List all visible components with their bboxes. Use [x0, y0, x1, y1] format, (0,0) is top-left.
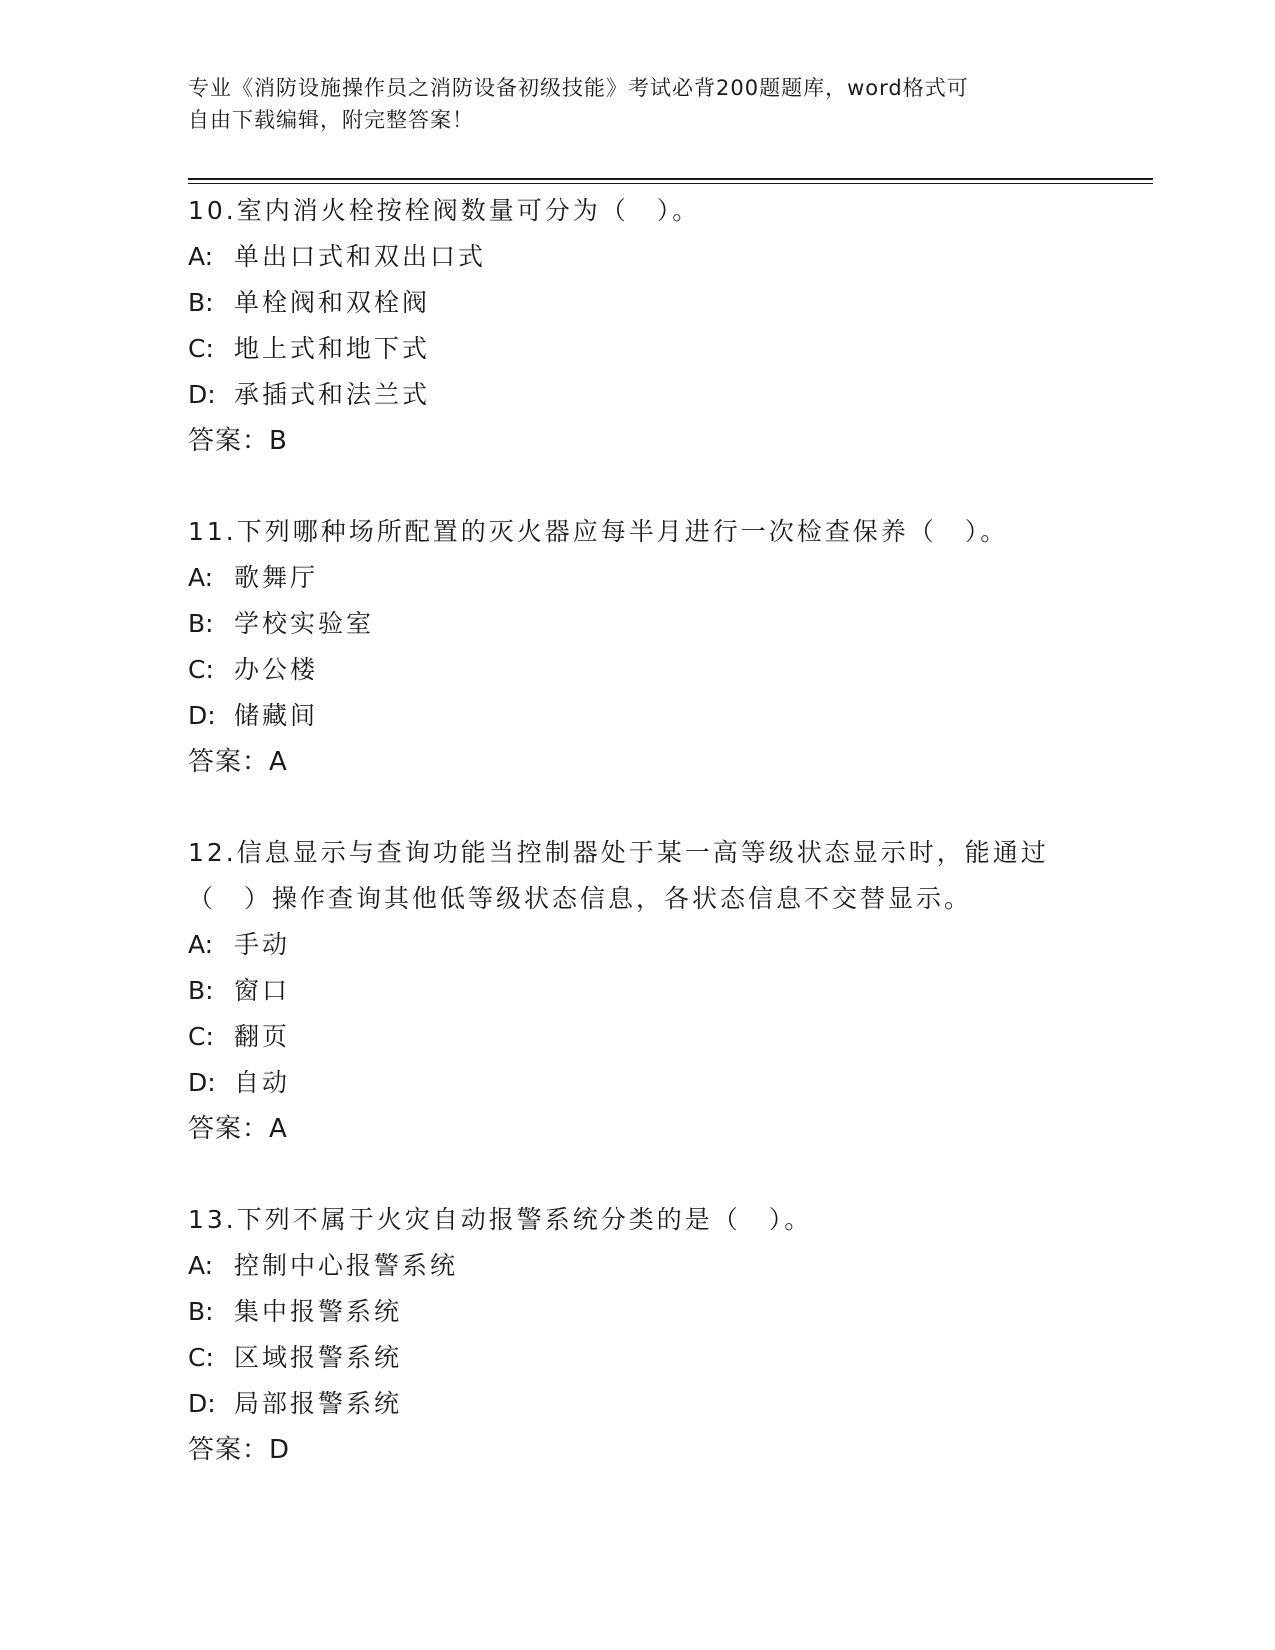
option-text: 单栓阀和双栓阀: [234, 288, 431, 317]
option-text: 承插式和法兰式: [234, 380, 431, 409]
header-divider-thin: [188, 183, 1153, 184]
option-a: [188, 1243, 1088, 1289]
question-11: [188, 509, 1088, 785]
option-d: [188, 372, 1088, 418]
option-c: [188, 1335, 1088, 1381]
answer-line: 答案：A: [188, 1114, 288, 1144]
question-gap: [188, 1152, 1088, 1197]
question-list: [188, 188, 1088, 1473]
option-text: 局部报警系统: [234, 1389, 403, 1418]
option-letter: D:: [188, 701, 216, 730]
question-title: 10.室内消火栓按栓阀数量可分为（ ）。: [188, 196, 701, 225]
question-13: [188, 1197, 1088, 1473]
header-line-2: 自由下载编辑，附完整答案！: [188, 108, 474, 132]
option-b: [188, 601, 1088, 647]
option-text: 区域报警系统: [234, 1343, 403, 1372]
option-b: [188, 968, 1088, 1014]
question-gap: [188, 785, 1088, 830]
option-text: 翻页: [234, 1022, 291, 1051]
question-title-line-1: 12.信息显示与查询功能当控制器处于某一高等级状态显示时，能通过: [188, 838, 1049, 867]
option-c: [188, 1014, 1088, 1060]
option-text: 窗口: [234, 976, 291, 1005]
option-a: [188, 555, 1088, 601]
header-line-1: 专业《消防设施操作员之消防设备初级技能》考试必背200题题库，word格式可: [188, 76, 969, 100]
option-text: 学校实验室: [234, 609, 375, 638]
option-letter: B:: [188, 609, 214, 638]
option-letter: A:: [188, 242, 214, 271]
option-letter: C:: [188, 655, 214, 684]
option-d: [188, 1381, 1088, 1427]
answer-line: 答案：A: [188, 747, 288, 777]
option-d: [188, 1060, 1088, 1106]
option-letter: B:: [188, 976, 214, 1005]
option-text: 手动: [234, 930, 291, 959]
option-letter: C:: [188, 1022, 214, 1051]
question-title-line-2: （ ）操作查询其他低等级状态信息，各状态信息不交替显示。: [188, 884, 973, 913]
document-header: [188, 72, 1088, 136]
question-gap: [188, 464, 1088, 509]
question-12: [188, 830, 1088, 1152]
option-letter: C:: [188, 334, 214, 363]
option-d: [188, 693, 1088, 739]
header-divider-thick: [188, 178, 1153, 180]
option-letter: B:: [188, 1297, 214, 1326]
option-b: [188, 1289, 1088, 1335]
option-text: 地上式和地下式: [234, 334, 431, 363]
option-letter: D:: [188, 1068, 216, 1097]
answer-line: 答案：D: [188, 1435, 291, 1465]
option-text: 自动: [234, 1068, 291, 1097]
option-letter: A:: [188, 563, 214, 592]
option-letter: D:: [188, 1389, 216, 1418]
option-b: [188, 280, 1088, 326]
option-c: [188, 647, 1088, 693]
option-text: 办公楼: [234, 655, 319, 684]
option-a: [188, 922, 1088, 968]
option-letter: D:: [188, 380, 216, 409]
option-letter: B:: [188, 288, 214, 317]
answer-line: 答案：B: [188, 426, 288, 456]
option-c: [188, 326, 1088, 372]
option-text: 集中报警系统: [234, 1297, 403, 1326]
option-letter: A:: [188, 1251, 214, 1280]
option-letter: A:: [188, 930, 214, 959]
question-title: 11.下列哪种场所配置的灭火器应每半月进行一次检查保养（ ）。: [188, 517, 1009, 546]
option-a: [188, 234, 1088, 280]
option-letter: C:: [188, 1343, 214, 1372]
option-text: 单出口式和双出口式: [234, 242, 487, 271]
question-10: [188, 188, 1088, 464]
question-title: 13.下列不属于火灾自动报警系统分类的是（ ）。: [188, 1205, 813, 1234]
option-text: 储藏间: [234, 701, 319, 730]
option-text: 控制中心报警系统: [234, 1251, 459, 1280]
option-text: 歌舞厅: [234, 563, 319, 592]
